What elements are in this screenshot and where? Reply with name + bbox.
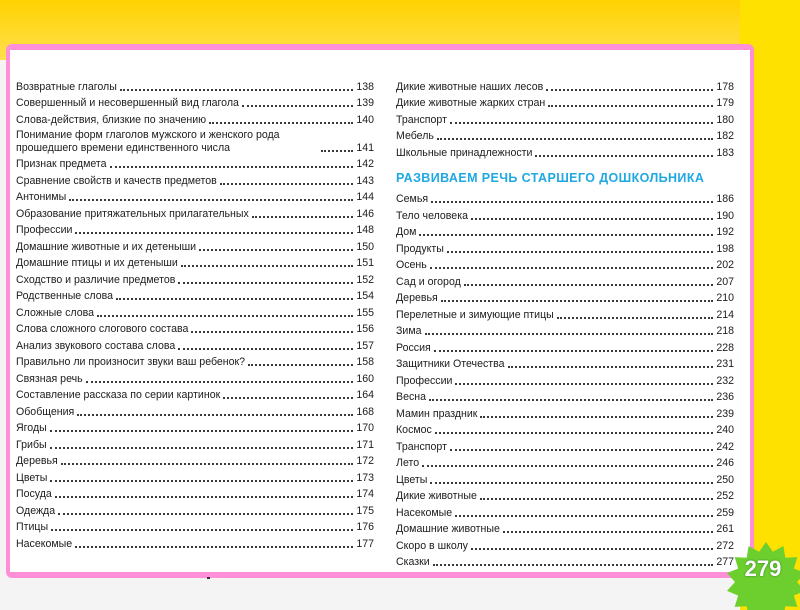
toc-entry-title: Защитники Отечества	[396, 358, 505, 370]
toc-entry	[396, 338, 734, 355]
toc-entry-page: 146	[356, 207, 374, 220]
toc-entry-title: Ягоды	[16, 422, 47, 434]
toc-entry-title: Птицы	[16, 521, 49, 533]
dot-leader	[252, 216, 354, 218]
toc-left-column	[16, 77, 374, 551]
dot-leader	[181, 265, 353, 267]
dot-leader	[110, 166, 354, 168]
toc-entry	[16, 353, 374, 370]
dot-leader	[199, 249, 353, 251]
toc-entry-title: Деревья	[16, 455, 58, 467]
toc-entry-page: 140	[356, 113, 374, 126]
toc-entry-title: Антонимы	[16, 191, 67, 203]
dot-leader	[435, 432, 713, 434]
toc-entry	[396, 322, 734, 339]
toc-entry	[16, 501, 374, 518]
toc-entry-title: Профессии	[396, 374, 453, 387]
toc-entry	[16, 270, 374, 287]
toc-entry-page: 259	[716, 506, 734, 519]
toc-entry-title: Профессии	[16, 224, 73, 236]
toc-entry-title: Совершенный и несовершенный вид глагола	[16, 97, 239, 109]
toc-entry-page: 242	[716, 440, 734, 453]
toc-entry-title: Домашние животные и их детеныши	[16, 240, 197, 253]
dot-leader	[450, 122, 713, 124]
toc-entry	[16, 94, 374, 111]
dot-leader	[61, 463, 354, 465]
toc-entry	[396, 77, 734, 94]
toc-entry	[396, 388, 734, 405]
toc-entry-title: Сказки	[396, 556, 430, 568]
toc-entry-title: Деревья	[396, 292, 438, 304]
toc-entry-title: Посуда	[16, 488, 52, 500]
toc-entry-title: Понимание форм глаголов мужского и женского рода прошедшего времени единственного числа	[16, 128, 280, 154]
toc-entry	[16, 419, 374, 436]
toc-entry	[16, 237, 374, 254]
toc-entry-page: 152	[356, 273, 374, 286]
toc-entry	[16, 435, 374, 452]
toc-entry	[396, 454, 734, 471]
toc-entry-page: 180	[716, 113, 734, 126]
toc-entry-page: 246	[716, 457, 734, 469]
toc-entry	[396, 470, 734, 487]
dot-leader	[51, 529, 353, 531]
toc-entry-page: 154	[356, 290, 374, 302]
toc-entry-page: 164	[356, 389, 374, 401]
toc-entry-page: 172	[356, 455, 374, 467]
toc-entry-page: 156	[356, 323, 374, 335]
dot-leader	[242, 105, 353, 107]
toc-entry-title: Скоро в школу	[396, 539, 468, 552]
toc-entry-title: Сад и огород	[396, 275, 461, 288]
toc-entry-page: 252	[716, 490, 734, 502]
toc-entry-page: 179	[716, 97, 734, 109]
dot-leader	[455, 515, 713, 517]
toc-entry-title: Обобщения	[16, 405, 75, 418]
toc-entry	[16, 188, 374, 205]
toc-entry-page: 239	[716, 407, 734, 420]
toc-entry-page: 168	[356, 405, 374, 418]
dot-leader	[50, 480, 353, 482]
dot-leader	[430, 482, 713, 484]
toc-entry	[396, 110, 734, 127]
toc-entry-title: Сходство и различие предметов	[16, 273, 176, 286]
toc-entry-page: 150	[356, 240, 374, 253]
dot-leader	[450, 449, 713, 451]
toc-entry-title: Космос	[396, 424, 432, 436]
dot-leader	[471, 548, 713, 550]
toc-entry-title: Тело человека	[396, 209, 468, 222]
dot-leader	[434, 350, 714, 352]
toc-entry-page: 198	[716, 242, 734, 255]
toc-entry-title: Школьные принадлежности	[396, 146, 533, 159]
toc-entry	[396, 94, 734, 111]
toc-entry	[16, 336, 374, 353]
toc-entry	[396, 503, 734, 520]
toc-entry-page: 155	[356, 306, 374, 319]
toc-entry-page: 186	[716, 193, 734, 205]
dot-leader	[178, 282, 353, 284]
toc-entry	[16, 221, 374, 238]
toc-entry	[396, 355, 734, 372]
toc-entry-title: Анализ звукового состава слова	[16, 339, 176, 352]
toc-entry-title: Семья	[396, 193, 429, 205]
toc-entry-title: Транспорт	[396, 440, 447, 453]
toc-entry	[16, 402, 374, 419]
dot-leader	[425, 333, 714, 335]
toc-entry-page: 143	[356, 174, 374, 187]
toc-entry	[16, 534, 374, 551]
toc-entry-title: Дом	[396, 226, 417, 238]
toc-entry-title: Дикие животные наших лесов	[396, 80, 544, 93]
toc-entry-page: 207	[716, 275, 734, 288]
dot-leader	[480, 498, 713, 500]
toc-entry-page: 174	[356, 488, 374, 500]
toc-right-top-list	[396, 77, 734, 160]
dot-leader	[433, 564, 714, 566]
dot-leader	[248, 364, 353, 366]
page-number: 279	[744, 556, 782, 581]
toc-entry-title: Родственные слова	[16, 290, 114, 302]
toc-entry	[396, 520, 734, 537]
toc-entry	[396, 305, 734, 322]
toc-entry-page: 160	[356, 372, 374, 385]
toc-entry-page: 138	[356, 80, 374, 93]
toc-entry-page: 192	[716, 226, 734, 238]
dot-leader	[422, 465, 713, 467]
toc-entry-title: Мебель	[396, 130, 434, 142]
toc-entry	[396, 190, 734, 207]
dot-leader	[120, 89, 353, 91]
toc-entry-page: 175	[356, 504, 374, 517]
dot-leader	[69, 199, 353, 201]
toc-entry-page: 170	[356, 422, 374, 434]
toc-entry	[396, 223, 734, 240]
contents-page	[10, 50, 750, 572]
section-heading: РАЗВИВАЕМ РЕЧЬ СТАРШЕГО ДОШКОЛЬНИКА	[396, 170, 705, 185]
toc-entry-title: Цветы	[396, 473, 428, 486]
toc-entry-title: Зима	[396, 325, 422, 337]
dot-leader	[321, 150, 353, 152]
dot-leader	[548, 105, 713, 107]
toc-entry-page: 158	[356, 356, 374, 368]
page-number-badge	[726, 538, 800, 610]
dot-leader	[429, 399, 713, 401]
toc-entry-page: 277	[716, 556, 734, 568]
toc-entry-page: 176	[356, 521, 374, 533]
toc-entry	[396, 404, 734, 421]
dot-leader	[220, 183, 354, 185]
dot-leader	[75, 546, 353, 548]
dot-leader	[75, 232, 353, 234]
toc-entry-page: 139	[356, 97, 374, 109]
toc-entry-title: Транспорт	[396, 113, 447, 126]
toc-entry-title: Домашние птицы и их детеныши	[16, 257, 178, 269]
toc-entry	[396, 272, 734, 289]
dot-leader	[447, 251, 713, 253]
toc-entry-title: Признак предмета	[16, 158, 107, 170]
toc-entry-page: 141	[356, 141, 374, 154]
toc-entry-page: 231	[716, 358, 734, 370]
toc-entry-page: 171	[356, 438, 374, 451]
toc-entry	[16, 204, 374, 221]
toc-entry	[16, 254, 374, 271]
toc-entry	[16, 77, 374, 94]
toc-entry-title: Сравнение свойств и качеств предметов	[16, 174, 217, 187]
dot-leader	[55, 496, 353, 498]
toc-entry	[16, 485, 374, 502]
toc-entry	[396, 239, 734, 256]
toc-entry	[16, 287, 374, 304]
toc-entry-title: Возвратные глаголы	[16, 80, 117, 93]
dot-leader	[437, 138, 713, 140]
toc-entry-title: Сложные слова	[16, 306, 94, 319]
dot-leader	[77, 414, 353, 416]
dot-leader	[50, 430, 354, 432]
toc-entry-title: Весна	[396, 391, 426, 403]
toc-entry	[16, 110, 374, 127]
dot-leader	[508, 366, 714, 368]
toc-entry-title: Составление рассказа по серии картинок	[16, 389, 221, 401]
dot-leader	[546, 89, 713, 91]
toc-entry-page: 177	[356, 537, 374, 550]
toc-entry-title: Слова сложного слогового состава	[16, 323, 189, 335]
dot-leader	[50, 447, 354, 449]
toc-entry	[16, 155, 374, 172]
toc-entry	[396, 256, 734, 273]
toc-entry	[16, 369, 374, 386]
toc-right-column	[396, 77, 734, 569]
dot-leader	[58, 513, 353, 515]
toc-entry-page: 250	[716, 473, 734, 486]
toc-entry-page: 151	[356, 257, 374, 269]
dot-leader	[464, 284, 714, 286]
toc-entry	[16, 518, 374, 535]
toc-entry	[16, 171, 374, 188]
toc-entry-title: Насекомые	[16, 537, 73, 550]
toc-entry-title: Правильно ли произносит звуки ваш ребенок?	[16, 356, 246, 368]
toc-entry-page: 228	[716, 341, 734, 354]
toc-entry-page: 240	[716, 424, 734, 436]
dot-leader	[557, 317, 714, 319]
toc-entry	[396, 143, 734, 160]
toc-entry-title: Грибы	[16, 438, 47, 451]
dot-leader	[97, 315, 353, 317]
toc-entry	[16, 386, 374, 403]
toc-entry-title: Слова-действия, близкие по значению	[16, 113, 207, 126]
toc-entry-page: 148	[356, 224, 374, 236]
dot-leader	[86, 381, 354, 383]
dot-leader	[431, 201, 713, 203]
toc-entry	[396, 487, 734, 504]
toc-entry-page: 218	[716, 325, 734, 337]
toc-entry	[16, 320, 374, 337]
toc-entry-title: Домашние животные	[396, 523, 500, 535]
toc-entry-title: Мамин праздник	[396, 407, 478, 420]
toc-entry-page: 214	[716, 308, 734, 321]
toc-entry-title: Лето	[396, 457, 420, 469]
dot-leader	[455, 383, 713, 385]
toc-entry-page: 182	[716, 130, 734, 142]
toc-entry	[396, 421, 734, 438]
toc-entry-title: Перелетные и зимующие птицы	[396, 308, 554, 321]
toc-entry-title: Насекомые	[396, 506, 453, 519]
toc-entry-title: Продукты	[396, 242, 444, 255]
toc-entry	[16, 303, 374, 320]
toc-entry-title: Дикие животные жарких стран	[396, 97, 546, 109]
toc-entry-title: Образование притяжательных прилагательных	[16, 207, 249, 220]
toc-entry	[396, 289, 734, 306]
dot-leader	[503, 531, 713, 533]
toc-entry-page: 202	[716, 259, 734, 271]
toc-entry	[396, 371, 734, 388]
toc-section-list	[396, 190, 734, 570]
toc-entry	[16, 452, 374, 469]
dot-leader	[441, 300, 714, 302]
toc-entry-page: 261	[716, 523, 734, 535]
toc-entry	[396, 206, 734, 223]
toc-entry	[396, 127, 734, 144]
toc-entry-page: 144	[356, 191, 374, 203]
toc-entry-title: Дикие животные	[396, 490, 477, 502]
dot-leader	[116, 298, 353, 300]
dot-leader	[209, 122, 353, 124]
dot-leader	[419, 234, 713, 236]
dot-leader	[480, 416, 713, 418]
toc-entry-page: 210	[716, 292, 734, 304]
toc-entry-page: 142	[356, 158, 374, 170]
toc-entry	[16, 468, 374, 485]
toc-entry-page: 183	[716, 146, 734, 159]
toc-entry	[16, 127, 374, 155]
dot-leader	[178, 348, 353, 350]
dot-leader	[430, 267, 714, 269]
toc-entry-page: 190	[716, 209, 734, 222]
toc-entry-title: Цветы	[16, 471, 48, 484]
toc-entry-page: 173	[356, 471, 374, 484]
dot-leader	[223, 397, 353, 399]
toc-entry-title: Осень	[396, 259, 427, 271]
toc-entry	[396, 437, 734, 454]
dot-leader	[535, 155, 713, 157]
toc-entry-page: 272	[716, 539, 734, 552]
toc-entry-page: 157	[356, 339, 374, 352]
toc-entry-page: 232	[716, 374, 734, 387]
toc-entry	[396, 553, 734, 570]
dot-leader	[191, 331, 353, 333]
toc-entry-title: Россия	[396, 341, 431, 354]
toc-entry-title: Связная речь	[16, 372, 83, 385]
toc-entry-page: 236	[716, 391, 734, 403]
toc-entry-page: 178	[716, 80, 734, 93]
toc-entry-title: Одежда	[16, 504, 56, 517]
print-mark	[207, 577, 210, 579]
dot-leader	[471, 218, 713, 220]
toc-entry	[396, 536, 734, 553]
